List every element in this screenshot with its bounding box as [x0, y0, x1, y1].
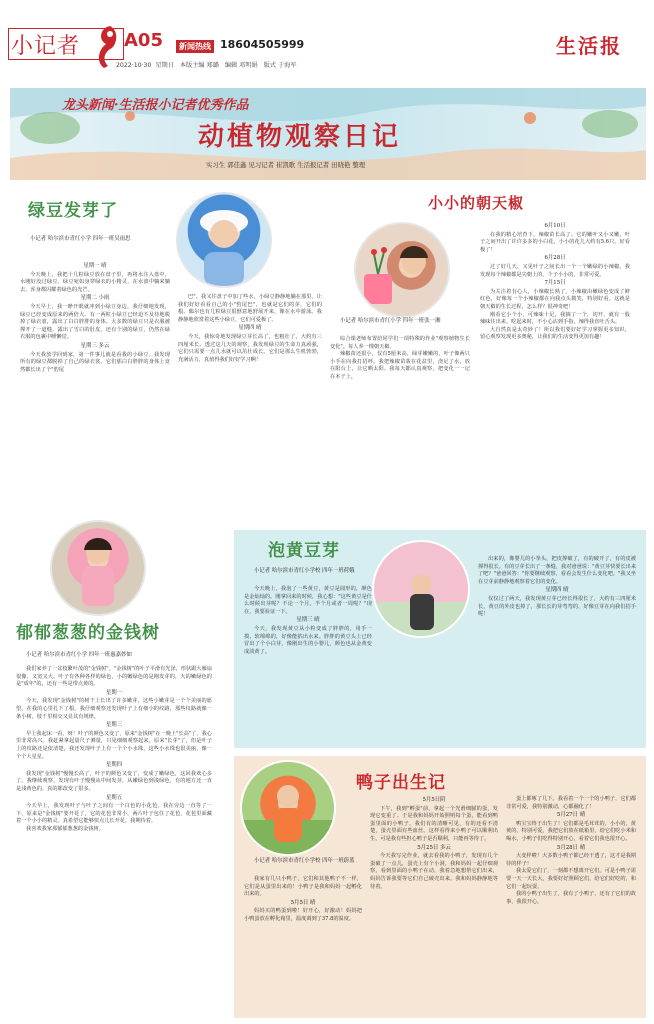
- photo-duck-author: [240, 760, 336, 856]
- paragraph: 今天早上，我发现叶子与叶子之间有一个白色的小花苞，我在旁边一直等了一下，原来是"金钱树"要开花了，它的花苞非常小，两片叶子包住了花苞，花苞里面藏着一个小小的精灵。真希望它能够快点儿长开花，我期待着。: [16, 803, 212, 825]
- para-list: [244, 876, 362, 924]
- para-list: [480, 223, 630, 342]
- diary-date: 5月5日 晴: [290, 899, 316, 906]
- photo-sprout-author: [372, 540, 470, 638]
- para-list: [20, 263, 170, 374]
- para-list: [244, 586, 372, 656]
- article-duck-byline: 小记者 哈尔滨市青红小学校 四年一班蔚蓝: [254, 858, 355, 864]
- paragraph: 今天，我发现"金钱树"的树干上长出了许多嫩芽，这些小嫩芽是一个个美丽的愿望，在我的心里扎下了根。我仔细观察还发现叶子上有细小的纹路，那些纹路就像一条小树，枝干里相交又显其有规律。: [16, 698, 212, 720]
- article-mung-title: 绿豆发芽了: [28, 201, 118, 221]
- paragraph: 我家有几只小鸭子，它们和其他鸭子不一样，它们是从蛋里出来的！小鸭子是我和妈妈一起孵化出来的。: [244, 876, 362, 898]
- paragraph: 我们家养了一盆枝繁叶茂的"金钱树"。"金钱树"的叶子平滑有光泽，形状跟大雁扇很像，又宽又大。叶子有各种各样的绿色，小的嫩绿色的是刚发芽的，大的嫩绿色的是"成年"的，还有一些是带点黄的。: [16, 666, 212, 688]
- para-list: [16, 666, 212, 833]
- banner-credits: 实习生 郭佳鑫 见习记者 崔凯歌 生活报记者 田晓艳 整理: [206, 161, 366, 169]
- para-list: [178, 294, 322, 364]
- paragraph: 下午，我到"孵蛋"前，拿起一个光滑细腻的蛋，发现它变重了。于是我和妈妈开始照明每个蛋，能看到鸭蛋里面的小鸭子。我们有的清晰可见，有的还看不清楚，蛋壳里面有些血丝。这样看得来小鸭子可以顺利出生，可是我有些担心鸭子是否顺利，只能再等待了。: [370, 805, 498, 842]
- paragraph: 大自然真是太奇妙了！所以我们要好好学习掌握更多知识，留心观察发现更多奥秘，让我们的生活变得更加有趣！: [480, 326, 630, 341]
- photo-sprout-illustration: [374, 542, 468, 636]
- para-list: [478, 556, 636, 619]
- article-mung-byline: 小记者 哈尔滨市青红小学 四年一班吴雨思: [30, 236, 131, 242]
- paragraph: 过了好几天，又见叶子之间长出一个一个嫩绿的小辣椒。我发现每个辣椒都是尖朝上的，个子小小的，非常可爱。: [480, 263, 630, 278]
- issue-meta: 2022·10·30 星期日 本版主编 郑璐 编辑 邓明娟 版式 于海军: [116, 62, 297, 69]
- article-sprout-title: 泡黄豆芽: [268, 541, 340, 561]
- paragraph: 鸭宝宝终于出生了！它们都是毛茸茸的，小小的，黄黄的，特别可爱，我把它们放在纸箱里，给它们吃小米和喝水，小鸭子们吃得特别开心，看着它们我也很开心。: [506, 820, 636, 842]
- article-tree-title: 郁郁葱葱的金钱树: [16, 623, 160, 643]
- article-pepper-title: 小小的朝天椒: [428, 194, 525, 212]
- diary-date: 星期一 晴: [83, 263, 107, 269]
- brand-logo: 生活报: [556, 34, 622, 58]
- paragraph: 今天早上，我一睁开眼就冲到小绿豆身边。我仔细地发现，绿豆已经变成原来的两倍大。有一两粒小绿豆已经迫不及待地脱掉了绿衣裳，露出了白白胖胖的身体。大多数的绿豆只是衣服被撑开了一道缝，露出了雪白的肚皮。还有个别的绿豆，仍然在绿衣服的包裹中睡懒觉。: [20, 303, 170, 341]
- column-name: 小记者: [11, 34, 81, 59]
- paragraph: 今天，我惊奇地发现绿豆芽长高了，也粗壮了，大约有三四厘米长。透过这几天的观察，我发现绿豆的生命力真顽强，它们只需要一点儿水就可以茁壮成长。它们是那么生机勃勃，充满活力，真值得我们好好学习啊！: [178, 333, 322, 363]
- paragraph: 蛋上都啄了几下。我看着一个一个的小鸭子，它们都非常可爱，我特别激动，心都融化了！: [506, 796, 636, 810]
- banner-title: 动植物观察日记: [198, 122, 402, 152]
- diary-date: 5月27日 晴: [556, 812, 586, 819]
- article-mung-body-cont: [178, 294, 322, 364]
- diary-date: 星期二 小雨: [80, 295, 110, 302]
- photo-mung-author: [176, 192, 272, 288]
- paragraph: 辣椒苗还很小，仅有5厘米高，绿芽嫩嫩的，叶子像两只小手在向我打招呼。我把辣椒苗栽在花盆里，浇足了水，放在阳台上，让它晒太阳。我每天都认真观察，把变化一一记在本子上。: [330, 351, 470, 380]
- article-mung-body: [20, 262, 170, 374]
- paragraph: 我发现"金钱树"慢慢长高了，叶子的颜色又变了，变成了嫩绿色，这回我欢心多了。我继续观察，发现有叶子慢慢从中间发芽，从嫩绿色到浅绿色，有的地方还一直是浅黄色的，真的都改变了很多。: [16, 770, 212, 792]
- paragraph: 刚看它小个小，可辣味十足，我摘了一个，切开，就有一股辣味往出来。吃起来时，不小心沾到手指，辣得我直吐舌头。: [480, 311, 630, 326]
- article-duck-body: [244, 876, 362, 924]
- diary-date: 星期三 晴: [296, 617, 320, 624]
- paragraph: 我喜欢我家那郁郁葱葱的金钱树。: [26, 825, 104, 832]
- article-pepper-byline: 小记者 哈尔滨市青红小学 四年一班张一湘: [340, 318, 441, 324]
- paragraph: 妈妈买的鸭蛋到啦！好开心，好激动！妈妈把小鸭蛋放在孵化箱里，温度调到了37.8的温度。: [244, 908, 362, 922]
- para-list: [506, 796, 636, 906]
- para-list: [370, 797, 498, 891]
- diary-date: 星期四 晴: [238, 325, 262, 332]
- hotline-label: 新闻热线: [176, 40, 214, 53]
- diary-date: 星期一: [105, 689, 123, 696]
- paragraph: 仅仅过了两天，我发现黄豆芽已经长得很长了，大约有三四厘米长，黄豆的外皮也掉了，那长长的芽弯弯的，好像豆芽在向我们招手呢！: [478, 595, 636, 618]
- diary-date: 5月25日 多云: [417, 844, 451, 851]
- paragraph: 巴"。我又往盘子中加了些水，小绿豆静静地躺在那里。让我们好好看看自己的小"豹尾巴"，也就是它们的芽，它们的根。偶尔也有几粒绿豆很惬意地舒展开来，像在水中游泳。我静静地欣赏着这些小绿豆，它们可爱极了。: [178, 294, 322, 323]
- paragraph: 我太爱它们了，一刻都不想离开它们。可是小鸭子需要一天一天长大，我要好好照顾它们，给它们好吃的，和它们一起玩耍。: [506, 868, 636, 890]
- article-sprout-byline: 小记者 哈尔滨市青红小学校 四年一班荷娥: [254, 568, 355, 574]
- paragraph: 今天，我发现黄豆从小粒变成了胖胖的，用手一摸，软绵绵的，好像能掐出水来。胖胖的黄豆头上已经冒出了个小白芽，像刚出生的小婴儿，颜色也从金黄变成淡黄了。: [244, 625, 372, 655]
- article-pepper-intro-text: 综合课老师布置给同学们一项特殊的作业"观察植物生长变化"。每人养一棵朝天椒。: [330, 336, 470, 350]
- masthead: [0, 0, 654, 72]
- para-list: [330, 351, 470, 381]
- article-tree-byline: 小记者 哈尔滨市青红小学 四年一班惠嘉妙如: [26, 652, 132, 658]
- banner-subtitle: 龙头新闻·生活报小记者优秀作品: [62, 98, 249, 113]
- article-duck-body-cont: [370, 796, 498, 891]
- diary-date: 7月15日: [544, 280, 566, 287]
- article-sprout-body: [244, 586, 372, 656]
- diary-date: 星期四: [105, 762, 123, 769]
- photo-mung-illustration: [178, 194, 270, 286]
- diary-date: 5月28日 晴: [556, 844, 586, 851]
- diary-date: 星期四 晴: [545, 587, 569, 594]
- photo-tree-author: [50, 520, 146, 616]
- photo-pepper-author: [354, 222, 450, 318]
- paragraph: 大变样啦！大多数小鸭子都已经干透了，这才是我期待的样子！: [506, 853, 636, 867]
- article-tree-body: [16, 666, 212, 833]
- article-pepper-intro: [330, 336, 470, 382]
- diary-date: 星期三: [105, 722, 123, 729]
- paragraph: 出来的，像婴儿的小拳头，把皮撑破了，有的破开了，有的皮被撑得很长。有的豆芽长出了一条缝，我对爸爸说："黄豆芽快要长出来了吧？"爸爸回答："你要继续观察，看看会发生什么变化吧。"我又坐在豆芽前静静地观察着它们的变化。: [478, 556, 637, 585]
- diary-date: 星期三 多云: [80, 342, 110, 349]
- diary-date: 5月5日阴: [422, 797, 446, 803]
- paragraph: 我的小鸭子出生了，我有了小鸭子，还有了它们的故事，我很开心。: [506, 891, 636, 905]
- article-duck-title: 鸭子出生记: [356, 773, 446, 793]
- paragraph: 今天我放学回到家，第一件事儿就是看我的小绿豆。我发现所有的绿豆都脱掉了自己的绿衣裳。它们那白白胖胖的身体上竟然都长出了个"豹尾: [20, 351, 170, 373]
- paragraph: 在我的精心培育下，辣椒苗长高了。它的嫩叶又小又嫩，叶子之间开出了许许多多的小白花，小小的花儿大约有5.6只，好看极了！: [480, 231, 630, 253]
- photo-pepper-illustration: [356, 224, 448, 316]
- article-pepper-body: [480, 222, 630, 342]
- page-number: A05: [124, 30, 163, 51]
- photo-tree-illustration: [52, 522, 144, 614]
- photo-duck-illustration: [242, 762, 334, 854]
- diary-date: 星期五: [105, 794, 123, 801]
- article-sprout-body-cont: [478, 556, 636, 619]
- banner: [10, 88, 646, 180]
- paragraph: 早上我起床一看，呀！叶子的颜色又变了，原来"金钱树"在一晚上"长高"了，我心里非常高兴。我赶紧拿起量尺子测量，只见细细观察起来，原来"长芽"了，但是叶子上的纹路还是依清楚，我还发现叶子上有一个个小水珠，这些小水珠也很美丽，像一个个大星星。: [16, 730, 212, 760]
- article-duck-body-cont2: [506, 796, 636, 906]
- paragraph: 今天我写完作业，就去看我的小鸭子，发现有几个蛋破了一点儿，蛋壳上有个小洞，我和妈妈一起仔细观察，看到里面的小鸭子在动，我着急地想帮它们出来，妈妈告诉我要等它们自己破壳出来。我和妈妈静静地等待着。: [370, 853, 498, 890]
- hotline-number: 18604505999: [220, 38, 305, 51]
- paragraph: 今天晚上，我把十几粒绿豆放在盘子里，再将水注入盘中，水刚好没过绿豆。绿豆宛如身穿绿衣的小精灵，在水波中躺来躺去，浑身都闪耀着绿色的光芒。: [20, 271, 170, 293]
- diary-date: 6月10日: [544, 223, 566, 229]
- diary-date: 6月28日: [544, 255, 566, 262]
- paragraph: 今天晚上，我泡了一些黄豆，黄豆是圆形的，颜色是金灿灿的。刚拿回来的时候，我心想："这些黄豆是什么时候出芽呢？不论一个月，半个月或者一周呢？"现在，我要验证一下。: [244, 586, 372, 615]
- paragraph: 为关注着有心人，小辣椒长熟了。小辣椒由嫩绿色变成了鲜红色，好像每一个小辣椒都在向我点头微笑，特别好看。这就是朝天椒的生长过程，怎么样？很神奇吧！: [480, 288, 630, 310]
